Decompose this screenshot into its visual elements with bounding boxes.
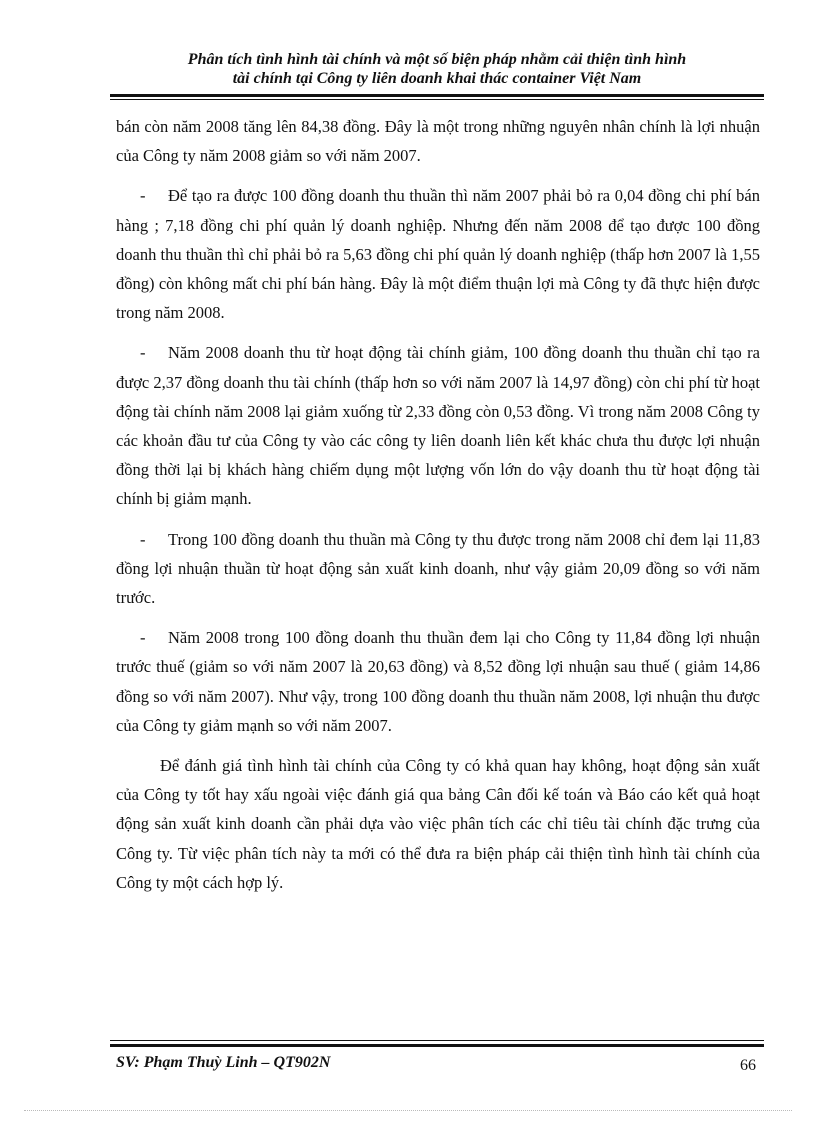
paragraph-continuation: bán còn năm 2008 tăng lên 84,38 đồng. Đây là một trong những nguyên nhân chính là lợi nhuận của Công ty năm 2008 giảm so với năm 2007.: [116, 117, 760, 166]
paragraph-conclusion: Để đánh giá tình hình tài chính của Công ty có khả quan hay không, hoạt động sản xuất của Công ty tốt hay xấu ngoài việc đánh giá qua bảng Cân đối kế toán và Báo cáo kết quả hoạt động sản xuất kinh doanh cần phải dựa vào việc phân tích các chỉ tiêu tài chính đặc trưng của Công ty. Từ việc phân tích này ta mới có thể đưa ra biện pháp cải thiện tình hình tài chính của Công ty một cách hợp lý.: [116, 756, 760, 892]
bullet-dash: -: [140, 343, 146, 363]
bullet-text: Để tạo ra được 100 đồng doanh thu thuần thì năm 2007 phải bỏ ra 0,04 đồng chi phí bán hàng ; 7,18 đồng chi phí quản lý doanh nghiệp. Nhưng đến năm 2008 để tạo được 100 đồng doanh thu thuần thì chỉ phải bỏ ra 5,63 đồng chi phí quản lý doanh nghiệp (thấp hơn 2007 là 1,55 đồng) còn không mất chi phí bán hàng. Đây là một điểm thuận lợi mà Công ty đã thực hiện được trong năm 2008.: [116, 186, 760, 323]
header-rule-thin: [110, 99, 764, 100]
bullet-dash: -: [140, 529, 146, 549]
bullet-item-expenses: [116, 181, 760, 327]
bullet-dash: -: [140, 186, 146, 206]
bullet-dash: -: [140, 628, 146, 648]
page-edge-divider: [24, 1110, 792, 1111]
bullet-text: Năm 2008 trong 100 đồng doanh thu thuần đem lại cho Công ty 11,84 đồng lợi nhuận trước thuế (giảm so với năm 2007 là 20,63 đồng) và 8,52 đồng lợi nhuận sau thuế ( giảm 14,86 đồng so với năm 2007). Như vậy, trong 100 đồng doanh thu thuần năm 2008, lợi nhuận thu được của Công ty giảm mạnh so với năm 2007.: [116, 628, 760, 735]
header-line-2: tài chính tại Công ty liên doanh khai thác container Việt Nam: [232, 70, 642, 87]
body-text: [116, 112, 760, 908]
header-rule-thick: [110, 94, 764, 97]
bullet-text: Trong 100 đồng doanh thu thuần mà Công ty thu được trong năm 2008 chỉ đem lại 11,83 đồng lợi nhuận thuần từ hoạt động sản xuất kinh doanh, như vậy giảm 20,09 đồng so với năm trước.: [116, 529, 760, 608]
page-number: 66: [740, 1057, 756, 1074]
footer-rule-thick: [110, 1044, 764, 1047]
footer-author: SV: Phạm Thuỳ Linh – QT902N: [116, 1054, 331, 1071]
bullet-item-profit-tax: [116, 623, 760, 740]
footer-rule-thin: [110, 1040, 764, 1041]
running-header: [110, 50, 764, 88]
header-line-1: Phân tích tình hình tài chính và một số biện pháp nhằm cải thiện tình hình: [187, 51, 687, 68]
bullet-text: Năm 2008 doanh thu từ hoạt động tài chính giảm, 100 đồng doanh thu thuần chỉ tạo ra được 2,37 đồng doanh thu tài chính (thấp hơn so với năm 2007 là 14,97 đồng) còn chi phí từ hoạt động tài chính năm 2008 lại giảm xuống từ 2,33 đồng còn 0,53 đồng. Vì trong năm 2008 Công ty các khoản đầu tư của Công ty vào các công ty liên doanh liên kết khác chưa thu được lợi nhuận đồng thời lại bị khách hàng chiếm dụng một lượng vốn lớn do vậy doanh thu từ hoạt động tài chính bị giảm mạnh.: [116, 343, 760, 509]
bullet-item-financial-revenue: [116, 338, 760, 513]
bullet-item-net-profit: [116, 525, 760, 613]
